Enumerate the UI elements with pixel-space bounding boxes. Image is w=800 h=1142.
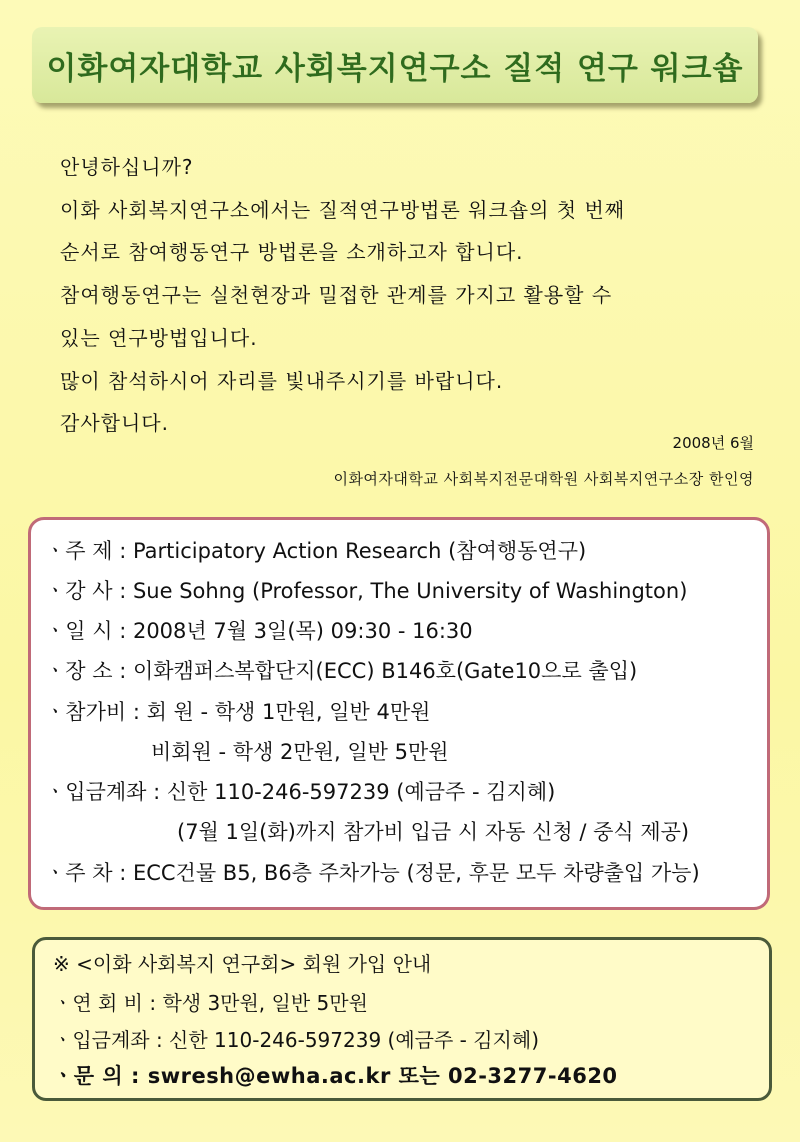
membership-heading: ※ <이화 사회복지 연구회> 회원 가입 안내 bbox=[53, 952, 432, 976]
detail-lecturer: ㆍ강 사 : Sue Sohng (Professor, The University of Washington) bbox=[45, 579, 688, 603]
intro-line: 감사합니다. bbox=[60, 411, 169, 436]
page-title: 이화여자대학교 사회복지연구소 질적 연구 워크숍 bbox=[46, 50, 744, 87]
detail-venue: ㆍ장 소 : 이화캠퍼스복합단지(ECC) B146호(Gate10으로 출입) bbox=[45, 659, 638, 683]
detail-account: ㆍ입금계좌 : 신한 110-246-597239 (예금주 - 김지혜) bbox=[45, 780, 556, 804]
intro-line: 순서로 참여행동연구 방법론을 소개하고자 합니다. bbox=[60, 240, 524, 265]
intro-line: 이화 사회복지연구소에서는 질적연구방법론 워크숍의 첫 번째 bbox=[60, 197, 626, 222]
intro-line: 참여행동연구는 실천현장과 밀접한 관계를 가지고 활용할 수 bbox=[60, 283, 613, 308]
intro-text bbox=[60, 146, 760, 445]
workshop-details bbox=[28, 517, 770, 910]
date: 2008년 6월 bbox=[672, 434, 754, 452]
detail-registration-note: (7월 1일(화)까지 참가비 입금 시 자동 신청 / 중식 제공) bbox=[177, 820, 690, 844]
membership-account: ㆍ입금계좌 : 신한 110-246-597239 (예금주 - 김지혜) bbox=[53, 1028, 539, 1052]
detail-datetime: ㆍ일 시 : 2008년 7월 3일(목) 09:30 - 16:30 bbox=[45, 619, 473, 643]
intro-line: 안녕하십니까? bbox=[60, 155, 194, 179]
signature: 이화여자대학교 사회복지전문대학원 사회복지연구소장 한인영 bbox=[333, 470, 754, 488]
title-banner bbox=[32, 27, 758, 103]
detail-fee-nonmembers: 비회원 - 학생 2만원, 일반 5만원 bbox=[151, 740, 449, 764]
intro-line: 많이 참석하시어 자리를 빛내주시기를 바랍니다. bbox=[60, 368, 504, 393]
membership-fee: ㆍ연 회 비 : 학생 3만원, 일반 5만원 bbox=[53, 991, 368, 1015]
detail-parking: ㆍ주 차 : ECC건물 B5, B6층 주차가능 (정문, 후문 모두 차량출입 가능) bbox=[45, 861, 700, 885]
membership-contact: ㆍ문 의 : swresh@ewha.ac.kr 또는 02-3277-4620 bbox=[53, 1064, 618, 1088]
detail-topic: ㆍ주 제 : Participatory Action Research (참여행동연구) bbox=[45, 539, 587, 563]
membership-info bbox=[32, 937, 772, 1101]
intro-line: 있는 연구방법입니다. bbox=[60, 325, 258, 350]
detail-fee-members: ㆍ참가비 : 회 원 - 학생 1만원, 일반 4만원 bbox=[45, 700, 431, 724]
